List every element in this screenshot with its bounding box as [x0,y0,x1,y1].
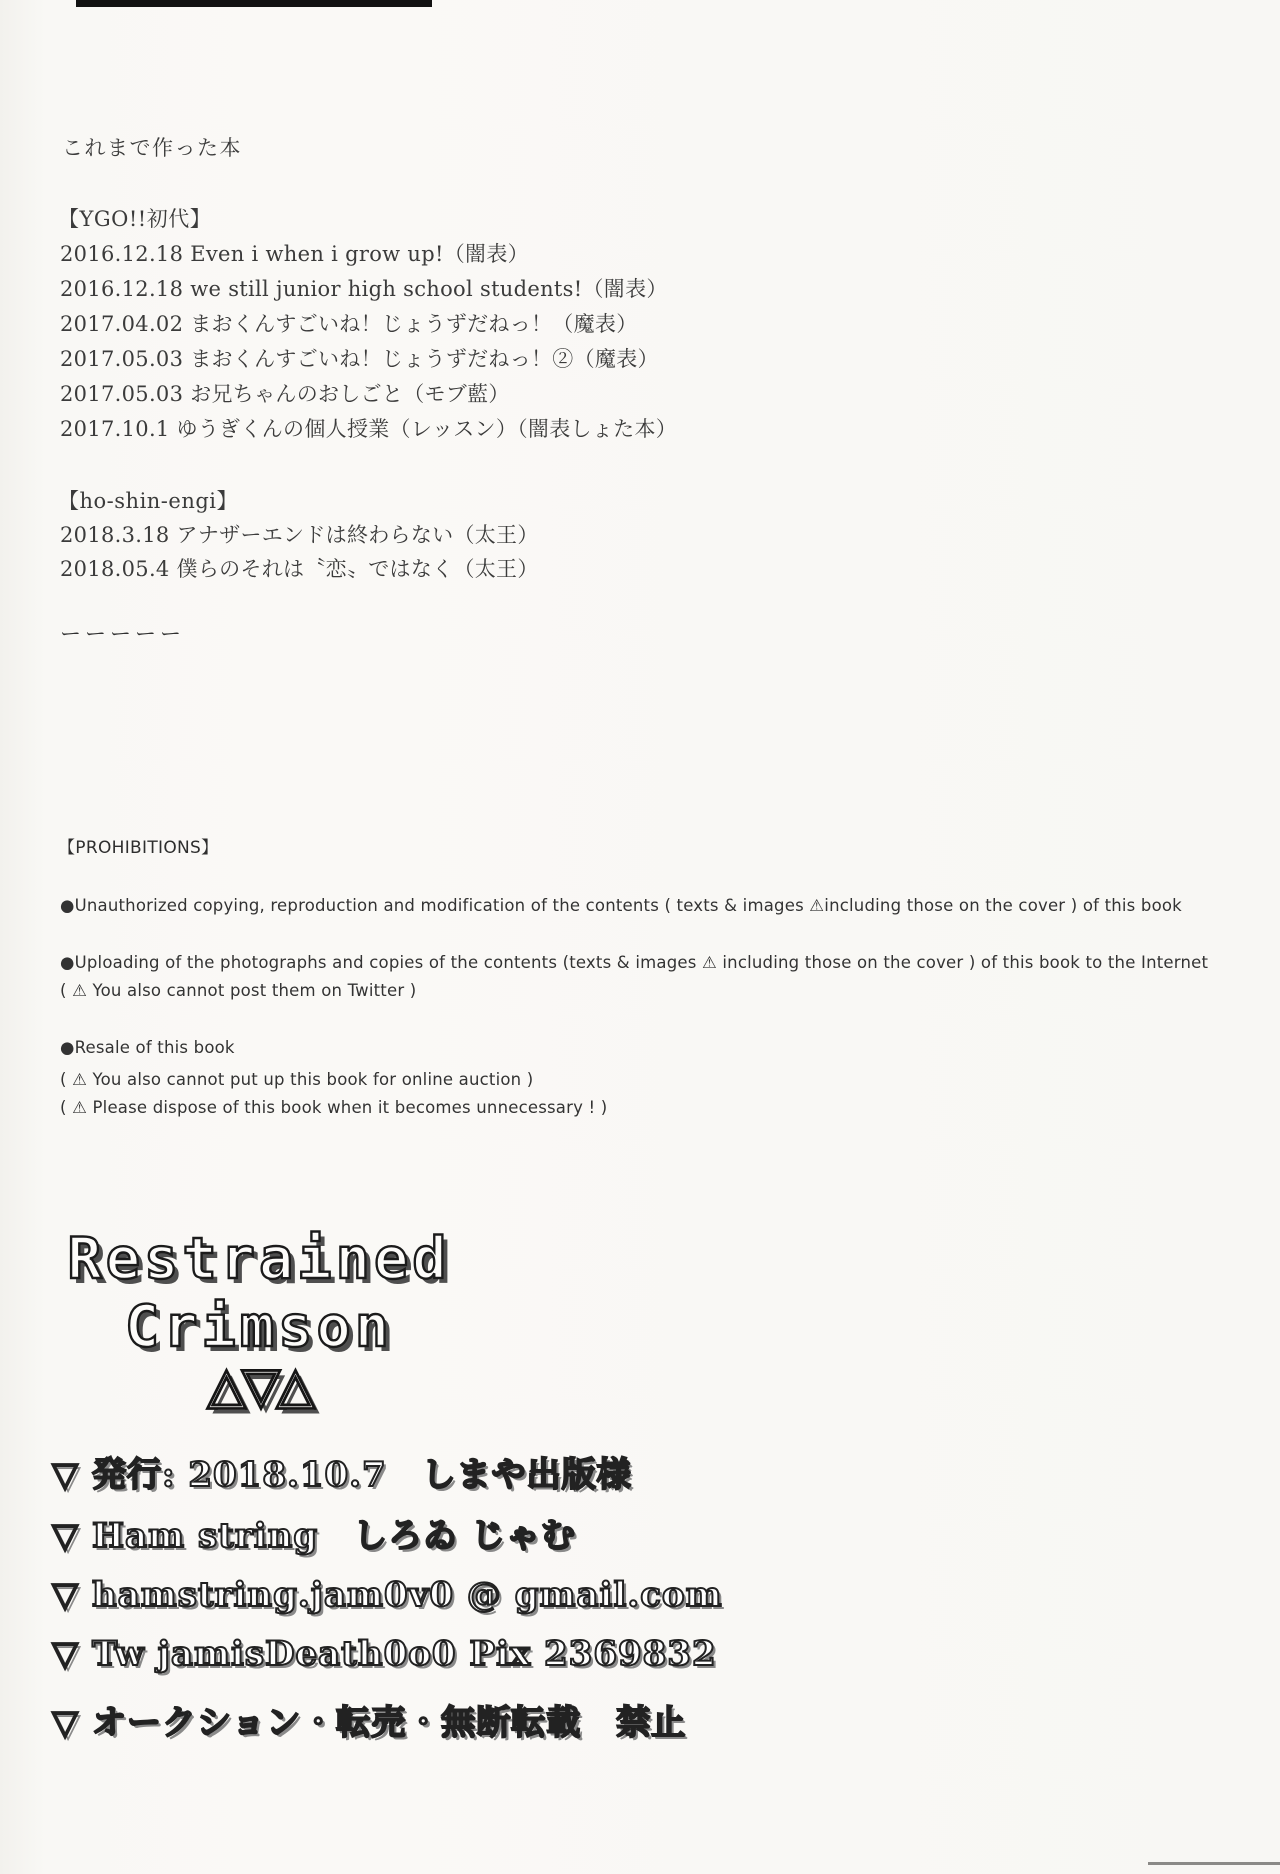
prohibitions-title: 【PROHIBITIONS】 [58,838,219,858]
colophon-line-published: ▽ 発行: 2018.10.7 しまや出版様 [52,1455,632,1495]
colophon-line-social-accounts: ▽ Tw jamisDeath0o0 Pix 2369832 [52,1634,717,1674]
prohibition-item: ( ⚠ You also cannot put up this book for online auction ) [60,1070,534,1089]
page-heading: これまで作った本 [62,136,242,160]
book-list-item: 2018.3.18 アナザーエンドは終わらない（太王） [60,523,539,547]
colophon-line-resale-notice: ▽ オークション・転売・無断転載 禁止 [52,1703,687,1743]
scan-artifact-top-strip [76,0,432,7]
prohibition-item: ( ⚠ You also cannot post them on Twitter ) [60,981,417,1000]
section-title-ygo: 【YGO!!初代】 [58,207,212,231]
prohibition-item: ●Uploading of the photographs and copies of the contents (texts & images ⚠ including those on the cover ) of this book to the Internet [60,953,1209,972]
prohibition-item: ●Unauthorized copying, reproduction and modification of the contents ( texts & images ⚠including those on the cover ) of this book [60,896,1182,915]
book-list-item: 2017.04.02 まおくんすごいね！じょうずだねっ！（魔表） [60,312,638,336]
book-list-item: 2017.10.1 ゆうぎくんの個人授業（レッスン）（闇表しょた本） [60,417,678,441]
book-list-item: 2017.05.03 まおくんすごいね！じょうずだねっ！②（魔表） [60,347,659,371]
logo-triangles-icon: △▽△ [207,1348,311,1422]
colophon-line-circle-name: ▽ Ham string しろゐ じゃむ [52,1516,576,1556]
circle-logo-crimson: Crimson [124,1294,394,1360]
book-list-item: 2018.05.4 僕らのそれは〝恋〟ではなく（太王） [60,557,539,581]
section-title-hoshin-engi: 【ho-shin-engi】 [58,489,239,513]
circle-logo-restrained: Restrained [67,1226,451,1292]
prohibition-item: ( ⚠ Please dispose of this book when it becomes unnecessary ! ) [60,1098,608,1117]
book-list-item: 2016.12.18 Even i when i grow up!（闇表） [60,242,529,266]
scan-artifact-bottom-line [1148,1862,1280,1865]
book-list-item: 2017.05.03 お兄ちゃんのおしごと（モブ藍） [60,382,510,406]
prohibition-item: ●Resale of this book [60,1038,235,1057]
book-list-item: 2016.12.18 we still junior high school students!（闇表） [60,277,668,301]
colophon-line-email: ▽ hamstring.jam0v0 @ gmail.com [52,1575,723,1615]
divider-dashes: ーーーーー [60,622,185,646]
